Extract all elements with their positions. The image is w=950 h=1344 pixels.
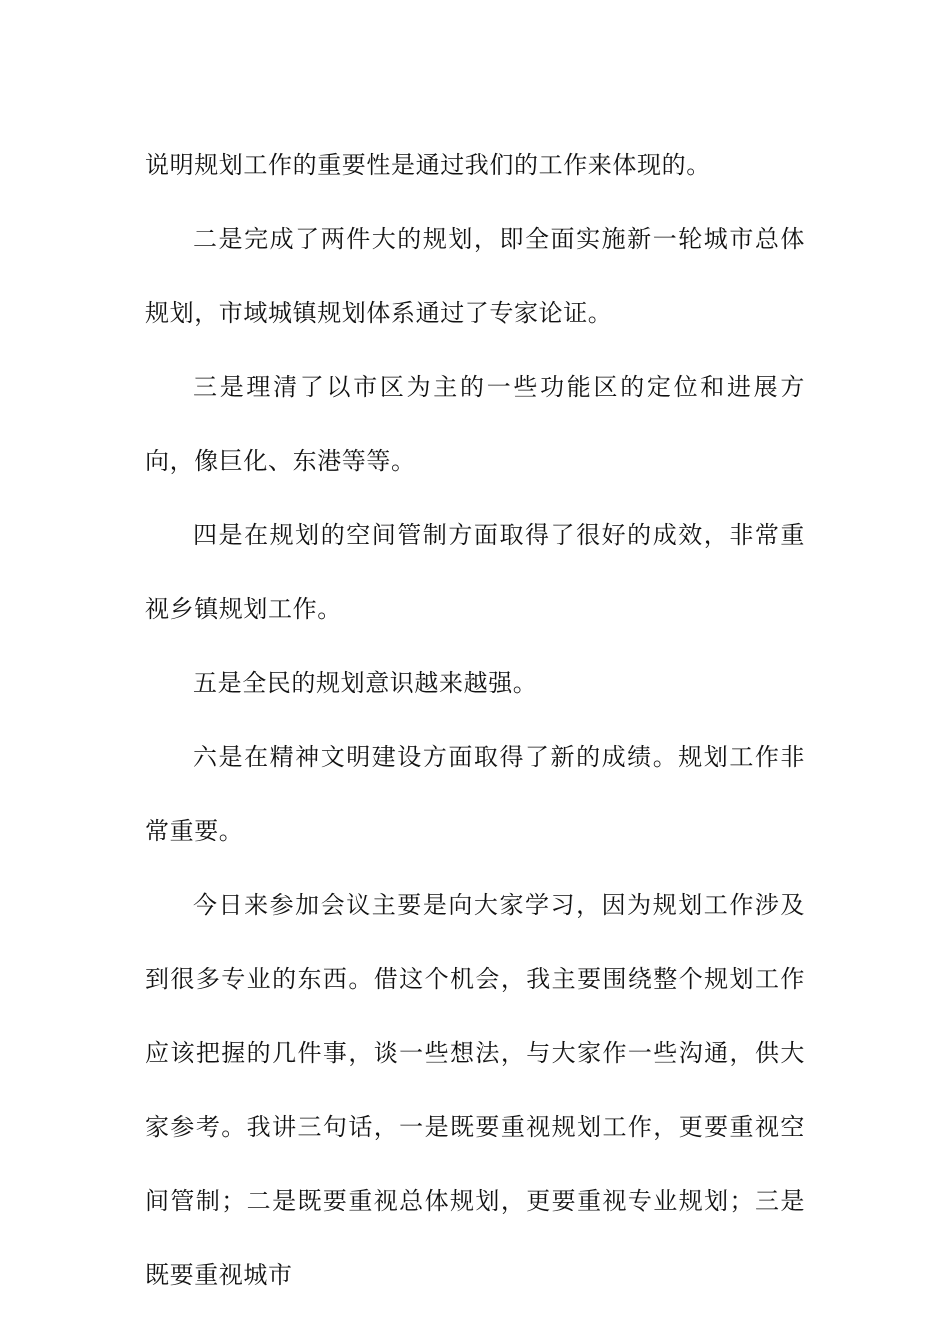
paragraph-continuation: 说明规划工作的重要性是通过我们的工作来体现的。 bbox=[145, 151, 711, 179]
paragraph-point-five: 五是全民的规划意识越来越强。 bbox=[193, 669, 538, 697]
paragraph-point-six: 六是在精神文明建设方面取得了新的成绩。规划工作非常重要。 bbox=[145, 743, 805, 845]
paragraph-point-four: 四是在规划的空间管制方面取得了很好的成效，非常重视乡镇规划工作。 bbox=[145, 521, 805, 623]
paragraph-speech-intro: 今日来参加会议主要是向大家学习，因为规划工作涉及到很多专业的东西。借这个机会，我主要围绕整个规划工作应该把握的几件事，谈一些想法，与大家作一些沟通，供大家参考。我讲三句话，一是既要重视规划工作，更要重视空间管制；二是既要重视总体规划，更要重视专业规划；三是既要重视城市 bbox=[145, 891, 805, 1289]
paragraph-point-three: 三是理清了以市区为主的一些功能区的定位和进展方向，像巨化、东港等等。 bbox=[145, 373, 805, 475]
paragraph-point-two: 二是完成了两件大的规划，即全面实施新一轮城市总体规划，市域城镇规划体系通过了专家论证。 bbox=[145, 225, 805, 327]
body-text bbox=[145, 128, 805, 1312]
